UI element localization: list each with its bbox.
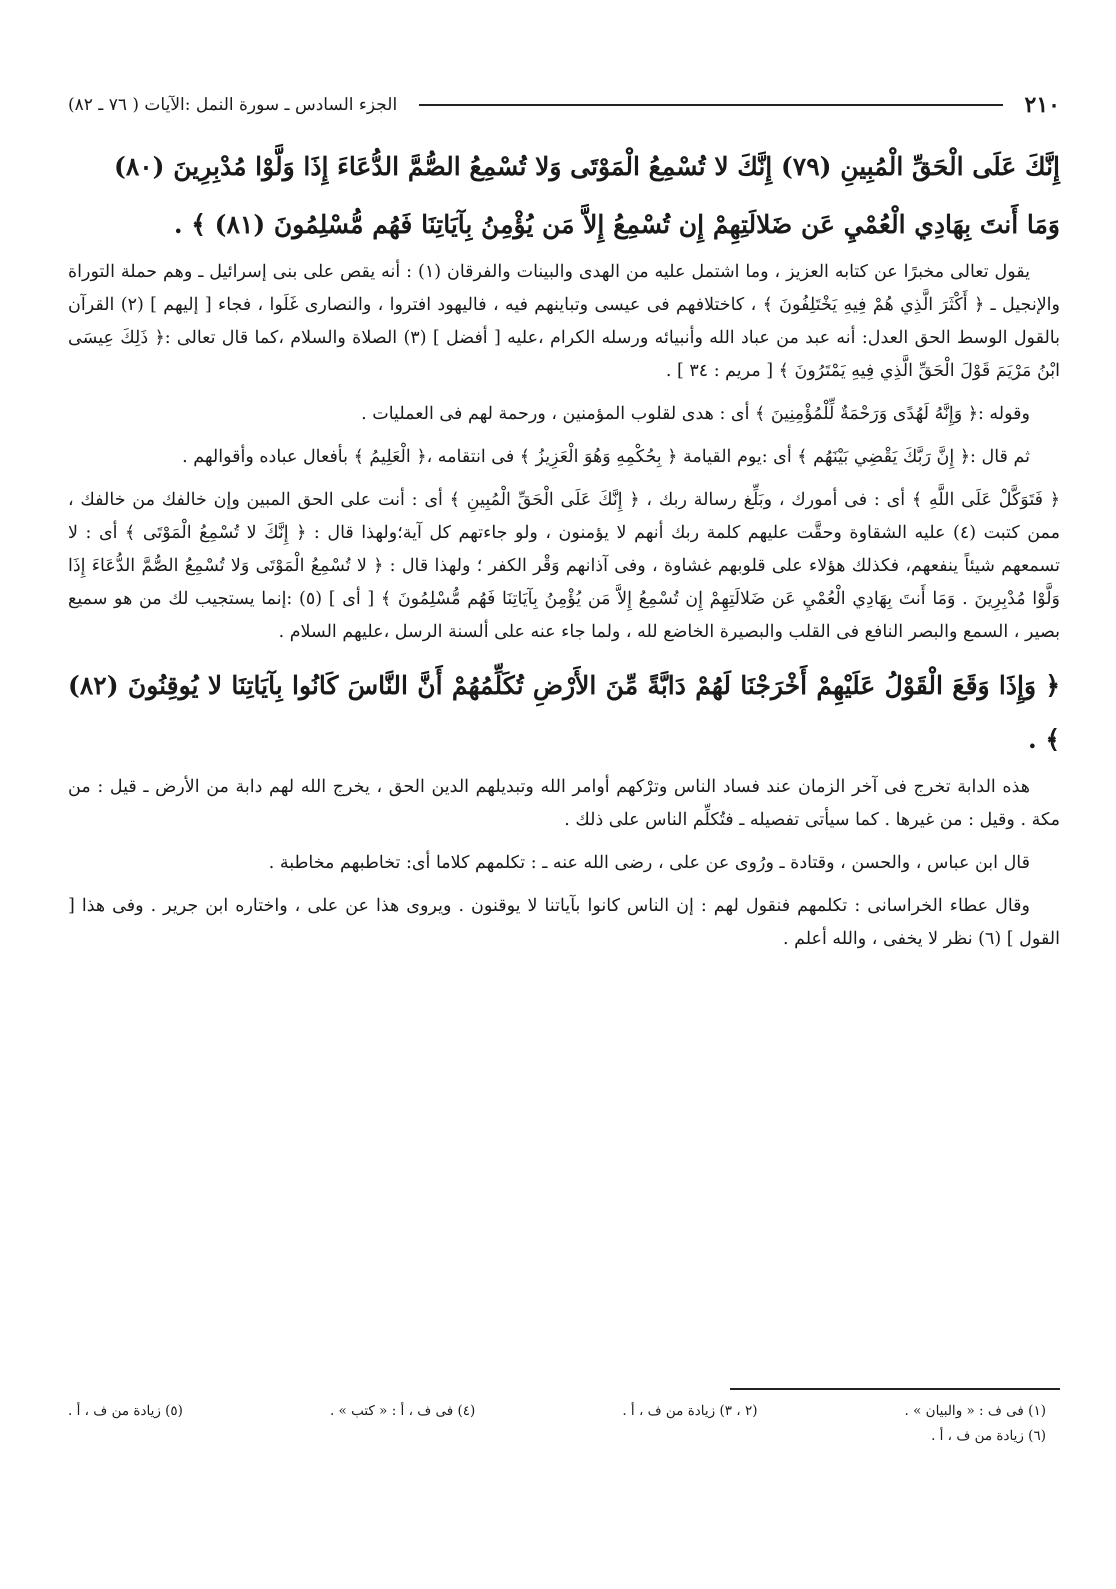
tafsir-paragraph-7: وقال عطاء الخراسانى : تكلمهم فنقول لهم : إن الناس كانوا بآياتنا لا يوقنون . ويروى هذا عن على ، واختاره ابن جرير . وفى هذا [ القول ] (٦) نظر لا يخفى ، والله أعلم . <box>68 896 1060 949</box>
footnote-1: (١) فى ف : « والبيان » . <box>904 1403 1046 1419</box>
tafsir-paragraph-2: وقوله :﴿ وَإِنَّهُ لَهُدًى وَرَحْمَةٌ لِّلْمُؤْمِنِينَ ﴾ أى : هدى لقلوب المؤمنين ، ورحمة لهم فى العمليات . <box>361 404 1030 424</box>
header-title: الجزء السادس ـ سورة النمل :الآيات ( ٧٦ ـ ٨٢) <box>68 95 398 115</box>
footnotes <box>68 1388 1060 1448</box>
footnote-rule <box>730 1388 1060 1390</box>
footnote-5: (٥) زيادة من ف ، أ . <box>68 1403 183 1419</box>
tafsir-paragraph-5: هذه الدابة تخرج فى آخر الزمان عند فساد الناس وترْكهم أوامر الله وتبديلهم الدين الحق ، يخرج الله لهم دابة من الأرض ـ قيل : من مكة . وقيل : من غيرها . كما سيأتى تفصيله ـ فتُكلِّم الناس على ذلك . <box>68 777 1060 830</box>
tafsir-paragraph-1: يقول تعالى مخبرًا عن كتابه العزيز ، وما اشتمل عليه من الهدى والبينات والفرقان (١) : أنه يقص على بنى إسرائيل ـ وهم حملة التوراة والإنجيل ـ ﴿ أَكْثَرَ الَّذِي هُمْ فِيهِ يَخْتَلِفُونَ ﴾ ، كاختلافهم فى عيسى وتباينهم فيه ، فاليهود افتروا ، والنصارى غَلَوا ، فجاء [ إليهم ] (٢) القرآن بالقول الوسط الحق العدل: أنه عبد من عباد الله وأنبيائه ورسله الكرام ،عليه [ أفضل ] (٣) الصلاة والسلام ،كما قال تعالى :﴿ ذَلِكَ عِيسَى ابْنُ مَرْيَمَ قَوْلَ الْحَقِّ الَّذِي فِيهِ يَمْتَرُونَ ﴾ [ مريم : ٣٤ ] . <box>68 262 1060 381</box>
tafsir-paragraph-4: ﴿ فَتَوَكَّلْ عَلَى اللَّهِ ﴾ أى : فى أمورك ، وبَلِّغ رسالة ربك ، ﴿ إِنَّكَ عَلَى الْحَقِّ الْمُبِينِ ﴾ أى : أنت على الحق المبين وإن خالفك من خالفك ، ممن كتبت (٤) عليه الشقاوة وحقَّت عليهم كلمة ربك أنهم لا يؤمنون ، ولو جاءتهم كل آية؛ولهذا قال : ﴿ إِنَّكَ لا تُسْمِعُ الْمَوْتَى ﴾ أى : لا تسمعهم شيئاً ينفعهم، فكذلك هؤلاء على قلوبهم غشاوة ، وفى آذانهم وَقْر الكفر ؛ ولهذا قال : ﴿ لا تُسْمِعُ الْمَوْتَى وَلا تُسْمِعُ الصُّمَّ الدُّعَاءَ إِذَا وَلَّوْا مُدْبِرِينَ . وَمَا أَنتَ بِهَادِي الْعُمْيِ عَن ضَلالَتِهِمْ إِن تُسْمِعُ إِلاَّ مَن يُؤْمِنُ بِآيَاتِنَا فَهُم مُّسْلِمُونَ ﴾ [ أى ] (٥) :إنما يستجيب لك من هو سميع بصير ، السمع والبصر النافع فى القلب والبصيرة الخاضع لله ، ولما جاء عنه على ألسنة الرسل ،عليهم السلام . <box>68 490 1061 642</box>
footnote-4: (٤) فى ف ، أ : « كتب » . <box>329 1403 476 1419</box>
footnote-6: (٦) زيادة من ف ، أ . <box>931 1428 1046 1444</box>
tafsir-paragraph-6: قال ابن عباس ، والحسن ، وقتادة ـ ورُوى عن على ، رضى الله عنه ـ : تكلمهم كلاما أى: تخاطبهم مخاطبة . <box>268 853 1030 873</box>
verse-line-79-80: إِنَّكَ عَلَى الْحَقِّ الْمُبِينِ (٧٩) إِنَّكَ لا تُسْمِعُ الْمَوْتَى وَلا تُسْمِعُ الصُّمَّ الدُّعَاءَ إِذَا وَلَّوْا مُدْبِرِينَ (٨٠) <box>113 152 1060 181</box>
verse-line-81: وَمَا أَنتَ بِهَادِي الْعُمْيِ عَن ضَلالَتِهِمْ إِن تُسْمِعُ إِلاَّ مَن يُؤْمِنُ بِآيَاتِنَا فَهُم مُّسْلِمُونَ (٨١) ﴾ . <box>173 210 1060 239</box>
page-number: ٢١٠ <box>1024 92 1060 118</box>
verse-82: ﴿ وَإِذَا وَقَعَ الْقَوْلُ عَلَيْهِمْ أَخْرَجْنَا لَهُمْ دَابَّةً مِّنَ الأَرْضِ تُكَلِّمُهُمْ أَنَّ النَّاسَ كَانُوا بِآيَاتِنَا لا يُوقِنُونَ (٨٢) ﴾ . <box>68 671 1060 754</box>
header-rule <box>419 104 1002 106</box>
tafsir-paragraph-3: ثم قال :﴿ إِنَّ رَبَّكَ يَقْضِي بَيْنَهُم ﴾ أى :يوم القيامة ﴿ بِحُكْمِهِ وَهُوَ الْعَزِيزُ ﴾ فى انتقامه ،﴿ الْعَلِيمُ ﴾ بأفعال عباده وأقوالهم . <box>182 447 1030 467</box>
page-header <box>68 88 1060 122</box>
footnote-row <box>68 1398 1060 1424</box>
footnote-2-3: (٢ ، ٣) زيادة من ف ، أ . <box>622 1403 758 1419</box>
page-body <box>68 140 1060 966</box>
